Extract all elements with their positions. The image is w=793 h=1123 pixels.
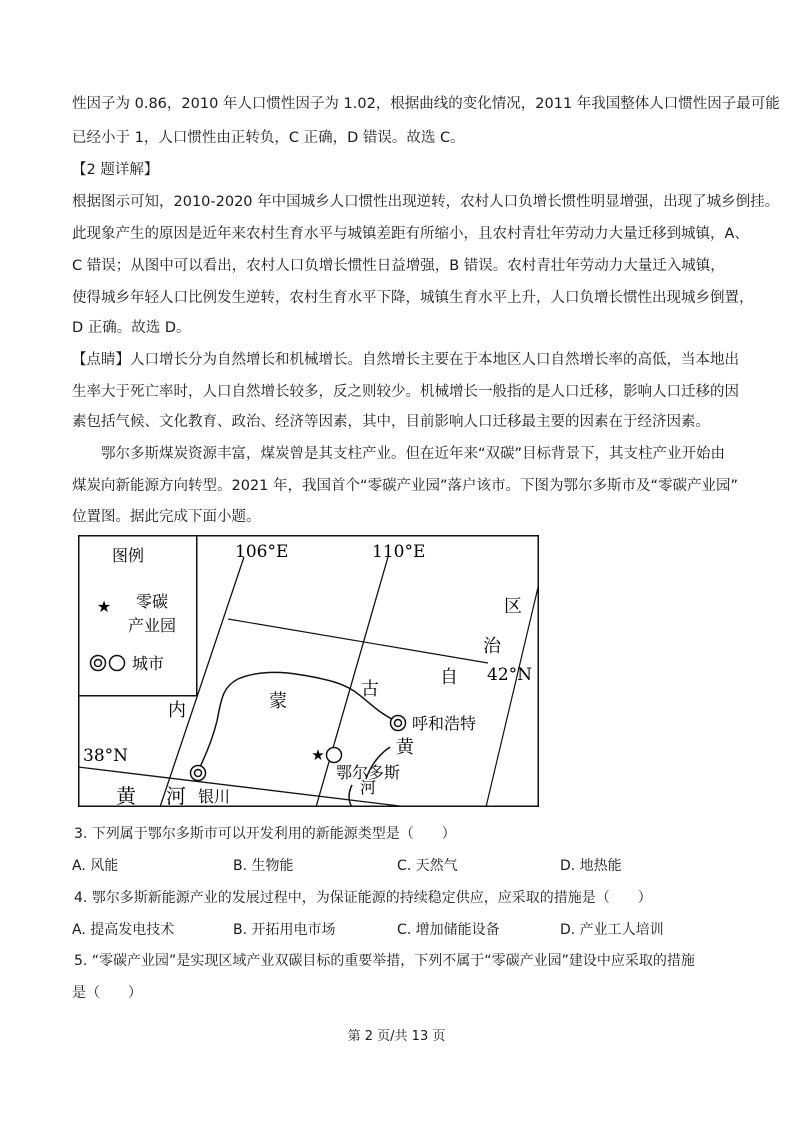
region-label: 治: [483, 636, 501, 657]
text-line: D 正确。故选 D。: [72, 320, 191, 336]
river-label: 河: [360, 778, 377, 797]
legend-star-label: 产业园: [127, 616, 177, 635]
option-b: B. 开拓用电市场: [233, 922, 336, 938]
region-label: 古: [361, 679, 379, 700]
option-d: D. 地热能: [560, 858, 622, 874]
city-marker-yinchuan: [191, 766, 206, 781]
option-c: C. 增加储能设备: [397, 922, 500, 938]
region-label: 自: [440, 667, 458, 688]
city-label: 银川: [198, 787, 231, 806]
option-b: B. 生物能: [233, 858, 294, 874]
text-line: 素包括气候、文化教育、政治、经济等因素，其中，目前影响人口迁移最主要的因素在于经济因素。: [72, 414, 710, 430]
question-stem: 5. “零碳产业园”是实现区域产业双碳目标的重要举措，下列不属于“零碳产业园”建设中应采取的措施: [74, 953, 695, 969]
question-stem: 3. 下列属于鄂尔多斯市可以开发利用的新能源类型是（ ）: [74, 826, 456, 842]
star-icon: ★: [311, 746, 325, 764]
city-label: 鄂尔多斯: [336, 763, 401, 782]
star-icon: ★: [96, 597, 112, 616]
text-line: 位置图。据此完成下面小题。: [72, 509, 261, 525]
river-label: 河: [166, 784, 186, 807]
city-label: 呼和浩特: [412, 714, 477, 733]
section-heading: 【2 题详解】: [72, 162, 159, 178]
question-stem: 4. 鄂尔多斯新能源产业的发展过程中，为保证能源的持续稳定供应，应采取的措施是（ ）: [74, 890, 652, 906]
text-line: 鄂尔多斯煤炭资源丰富，煤炭曾是其支柱产业。但在近年来“双碳”目标背景下，其支柱产业开始由: [72, 446, 726, 462]
option-c: C. 天然气: [397, 858, 458, 874]
city-marker-eerduosi: [327, 748, 342, 763]
text-line: 煤炭向新能源方向转型。2021 年，我国首个“零碳产业园”落户该市。下图为鄂尔多斯市及“零碳产业园”: [72, 478, 739, 494]
location-map: [78, 535, 539, 807]
text-line: 已经小于 1，人口惯性由正转负，C 正确，D 错误。故选 C。: [72, 130, 465, 146]
option-a: A. 提高发电技术: [72, 922, 175, 938]
tip-line: 【点睛】人口增长分为自然增长和机械增长。自然增长主要在于本地区人口自然增长率的高低，当本地出: [72, 352, 739, 368]
region-label: 蒙: [269, 691, 287, 712]
text-line: 使得城乡年轻人口比例发生逆转，农村生育水平下降，城镇生育水平上升，人口负增长惯性出现城乡倒置，: [72, 290, 754, 306]
text-line: 根据图示可知，2010-2020 年中国城乡人口惯性出现逆转，农村人口负增长惯性明显增强，出现了城乡倒挂。: [72, 194, 780, 210]
city-marker-huhehaote: [391, 716, 406, 731]
option-d: D. 产业工人培训: [560, 922, 664, 938]
page-footer: 第 2 页/共 13 页: [347, 1029, 446, 1044]
lon-label: 106°E: [235, 542, 289, 562]
text-line: 性因子为 0.86，2010 年人口惯性因子为 1.02，根据曲线的变化情况，2011 年我国整体人口惯性因子最可能: [72, 96, 780, 112]
legend-city-label: 城市: [132, 654, 165, 673]
river-label: 黄: [116, 784, 136, 807]
legend-star-label: 零碳: [135, 592, 169, 611]
text-line: C 错误；从图中可以看出，农村人口负增长惯性日益增强，B 错误。农村青壮年劳动力大量迁入城镇，: [72, 258, 725, 274]
text-line: 生率大于死亡率时，人口自然增长较多，反之则较少。机械增长一般指的是人口迁移，影响人口迁移的因: [72, 384, 739, 400]
lat-label: 42°N: [487, 665, 533, 685]
region-label: 区: [504, 596, 522, 617]
option-a: A. 风能: [72, 858, 119, 874]
region-label: 内: [168, 700, 186, 721]
lon-label: 110°E: [372, 542, 426, 562]
legend-title: 图例: [111, 546, 145, 565]
question-stem: 是（ ）: [72, 985, 142, 1001]
text-line: 此现象产生的原因是近年来农村生育水平与城镇差距有所缩小，且农村青壮年劳动力大量迁移到城镇，A、: [72, 226, 749, 242]
river-label: 黄: [396, 737, 414, 758]
lat-label: 38°N: [83, 746, 129, 766]
